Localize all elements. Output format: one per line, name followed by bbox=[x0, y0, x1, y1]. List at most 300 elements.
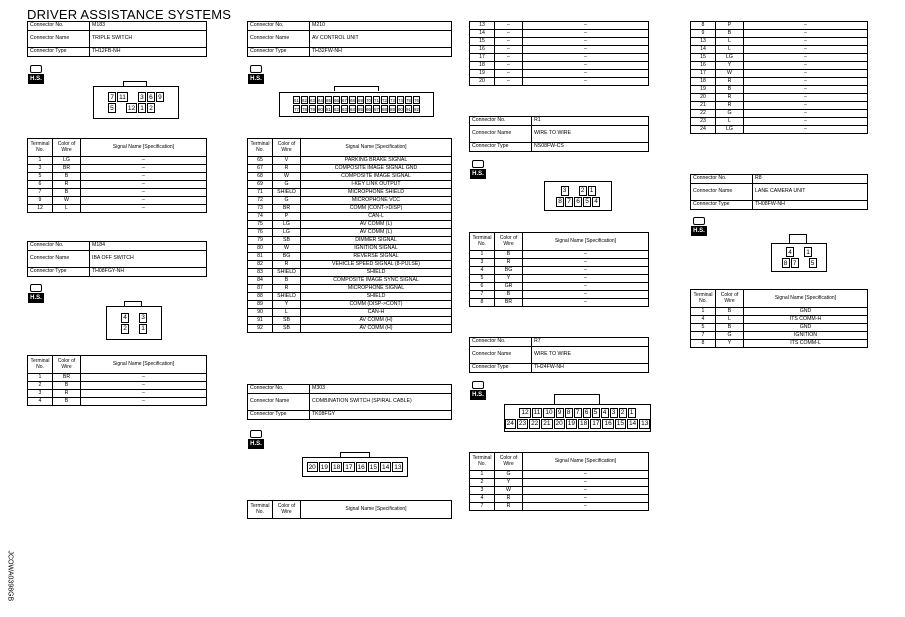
connector-info-r1 bbox=[469, 116, 649, 152]
header-signal-name: Signal Name [Specification] bbox=[744, 290, 868, 308]
signal-name: REVERSE SIGNAL bbox=[301, 253, 452, 261]
table-row bbox=[248, 269, 452, 277]
connector-pin: 13 bbox=[641, 420, 649, 427]
table-row bbox=[470, 267, 649, 275]
connector-pin: 65 bbox=[326, 97, 331, 103]
info-value-name: IBA OFF SWITCH bbox=[90, 251, 207, 268]
connector-pin: 4 bbox=[786, 247, 794, 257]
wire-color: – bbox=[495, 62, 523, 70]
connector-info-m303 bbox=[247, 384, 452, 420]
signal-name: – bbox=[744, 38, 868, 46]
pin-row bbox=[121, 313, 147, 323]
connector-pin bbox=[795, 247, 803, 257]
wire-color: BG bbox=[495, 267, 523, 275]
connector-info-m184 bbox=[27, 241, 207, 277]
wire-color: BG bbox=[273, 253, 301, 261]
table-row bbox=[248, 173, 452, 181]
wire-color: B bbox=[716, 86, 744, 94]
connector-pin: 6 bbox=[583, 408, 591, 418]
signal-name: – bbox=[744, 86, 868, 94]
wire-color: B bbox=[716, 324, 744, 332]
table-row bbox=[248, 197, 452, 205]
wire-color: L bbox=[716, 38, 744, 46]
wire-color: R bbox=[716, 102, 744, 110]
table-row bbox=[691, 38, 868, 46]
connector-pin: 16 bbox=[604, 420, 612, 427]
terminal-table-r8 bbox=[690, 289, 868, 348]
wire-color: B bbox=[716, 30, 744, 38]
info-value-name: LANE CAMERA UNIT bbox=[753, 184, 868, 201]
signal-name: – bbox=[523, 38, 649, 46]
wire-color: P bbox=[273, 213, 301, 221]
terminal-no: 23 bbox=[691, 118, 716, 126]
header-terminal-no: Terminal No. bbox=[691, 290, 716, 308]
signal-name: COMPOSITE IMAGE SYNC SIGNAL bbox=[301, 277, 452, 285]
table-row bbox=[691, 22, 868, 30]
connector-pin: 63 bbox=[310, 97, 315, 103]
table-header bbox=[470, 233, 649, 251]
table-row bbox=[691, 78, 868, 86]
signal-name: – bbox=[523, 259, 649, 267]
wire-color: W bbox=[273, 173, 301, 181]
info-key: Connector Name bbox=[28, 251, 90, 268]
signal-name: – bbox=[523, 46, 649, 54]
terminal-no: 69 bbox=[248, 181, 273, 189]
signal-name: – bbox=[81, 398, 207, 406]
info-value-no: R1 bbox=[532, 117, 649, 126]
info-row bbox=[691, 201, 868, 210]
info-row bbox=[691, 175, 868, 184]
connector-pin: 21 bbox=[543, 420, 551, 427]
info-value-type: TK08FGY bbox=[310, 411, 452, 420]
pin-row bbox=[108, 92, 164, 102]
header-signal-name: Signal Name [Specification] bbox=[301, 501, 452, 519]
terminal-no: 76 bbox=[248, 229, 273, 237]
connector-pin: 9 bbox=[556, 408, 564, 418]
connector-pin: 15 bbox=[369, 463, 377, 471]
connector-pin: 24 bbox=[506, 420, 514, 427]
header-color-of-wire: Color of Wire bbox=[716, 290, 744, 308]
connector-pin: 4 bbox=[592, 197, 600, 207]
connector-pin: 61 bbox=[294, 97, 299, 103]
table-row bbox=[248, 253, 452, 261]
signal-name: – bbox=[523, 30, 649, 38]
table-row bbox=[28, 157, 207, 165]
table-row bbox=[470, 275, 649, 283]
signal-name: – bbox=[523, 62, 649, 70]
header-color-of-wire: Color of Wire bbox=[53, 356, 81, 374]
signal-name: AV COMM (L) bbox=[301, 221, 452, 229]
terminal-no: 89 bbox=[248, 301, 273, 309]
header-signal-name: Signal Name [Specification] bbox=[523, 233, 649, 251]
header-terminal-no: Terminal No. bbox=[28, 356, 53, 374]
info-value-name: WIRE TO WIRE bbox=[532, 347, 649, 364]
table-row bbox=[470, 299, 649, 307]
table-row bbox=[248, 261, 452, 269]
signal-name: AV COMM (H) bbox=[301, 317, 452, 325]
connector-pin: 18 bbox=[333, 463, 341, 471]
terminal-no: 75 bbox=[248, 221, 273, 229]
info-key: Connector Type bbox=[28, 48, 90, 57]
connector-pin: 64 bbox=[318, 97, 323, 103]
connector-pin: 17 bbox=[345, 463, 353, 471]
wire-color: LG bbox=[716, 54, 744, 62]
terminal-no: 17 bbox=[470, 54, 495, 62]
table-row bbox=[248, 301, 452, 309]
terminal-no: 13 bbox=[470, 22, 495, 30]
signal-name: IGNITION bbox=[744, 332, 868, 340]
terminal-no: 14 bbox=[691, 46, 716, 54]
signal-name: COMM (DISP->CONT) bbox=[301, 301, 452, 309]
pin-row bbox=[519, 408, 635, 418]
connector-face-m303 bbox=[302, 457, 408, 477]
terminal-no: 72 bbox=[248, 197, 273, 205]
wire-color: LG bbox=[273, 221, 301, 229]
terminal-no: 74 bbox=[248, 213, 273, 221]
terminal-no: 20 bbox=[691, 94, 716, 102]
wire-color: – bbox=[495, 38, 523, 46]
table-row bbox=[691, 110, 868, 118]
table-header bbox=[248, 501, 452, 519]
wire-color: B bbox=[716, 308, 744, 316]
wire-color: – bbox=[495, 70, 523, 78]
table-row bbox=[691, 46, 868, 54]
terminal-no: 1 bbox=[28, 374, 53, 382]
connector-pin: 19 bbox=[567, 420, 575, 427]
wire-color: SB bbox=[273, 237, 301, 245]
connector-pin: 82 bbox=[334, 106, 339, 112]
connector-pin: 1 bbox=[138, 103, 146, 113]
table-row bbox=[691, 30, 868, 38]
pin-row bbox=[108, 103, 164, 113]
info-row bbox=[28, 48, 207, 57]
terminal-no: 65 bbox=[248, 157, 273, 165]
terminal-no: 5 bbox=[28, 173, 53, 181]
hs-icon: H.S. bbox=[28, 65, 44, 85]
signal-name: – bbox=[81, 382, 207, 390]
table-row bbox=[28, 374, 207, 382]
terminal-no: 8 bbox=[470, 299, 495, 307]
table-row bbox=[248, 157, 452, 165]
terminal-no: 16 bbox=[470, 46, 495, 54]
pin-row bbox=[121, 324, 147, 334]
connector-pin bbox=[570, 186, 578, 196]
header-color-of-wire: Color of Wire bbox=[495, 453, 523, 471]
table-row bbox=[28, 382, 207, 390]
signal-name: – bbox=[523, 487, 649, 495]
signal-name: – bbox=[523, 299, 649, 307]
info-key: Connector Name bbox=[470, 347, 532, 364]
connector-pin: 5 bbox=[809, 258, 817, 268]
wire-color: G bbox=[716, 332, 744, 340]
table-row bbox=[28, 181, 207, 189]
terminal-no: 19 bbox=[691, 86, 716, 94]
connector-pin: 11 bbox=[119, 93, 126, 101]
info-value-name: AV CONTROL UNIT bbox=[310, 31, 452, 48]
connector-pin: 9 bbox=[156, 92, 164, 102]
signal-name: – bbox=[744, 54, 868, 62]
connector-pin: 62 bbox=[302, 97, 307, 103]
table-header bbox=[28, 356, 207, 374]
connector-face-m210 bbox=[279, 92, 434, 117]
wire-color: – bbox=[495, 78, 523, 86]
wire-color: BR bbox=[53, 374, 81, 382]
info-row bbox=[470, 364, 649, 373]
info-key: Connector Name bbox=[248, 31, 310, 48]
connector-pin: 86 bbox=[366, 106, 371, 112]
table-row bbox=[470, 70, 649, 78]
signal-name: AV COMM (L) bbox=[301, 229, 452, 237]
connector-pin bbox=[156, 103, 164, 113]
connector-pin: 5 bbox=[583, 197, 591, 207]
table-row bbox=[28, 197, 207, 205]
table-row bbox=[28, 398, 207, 406]
connector-pin: 20 bbox=[308, 463, 316, 471]
signal-name: – bbox=[81, 205, 207, 213]
table-row bbox=[691, 118, 868, 126]
connector-pin: 81 bbox=[326, 106, 331, 112]
wire-color: R bbox=[53, 390, 81, 398]
table-row bbox=[691, 324, 868, 332]
connector-pin: 22 bbox=[531, 420, 539, 427]
connector-pin: 14 bbox=[628, 420, 637, 427]
pin-row bbox=[782, 258, 817, 268]
header-signal-name: Signal Name [Specification] bbox=[81, 356, 207, 374]
connector-pin bbox=[129, 92, 137, 102]
connector-pin: 68 bbox=[350, 97, 355, 103]
signal-name: SHIELD bbox=[301, 293, 452, 301]
terminal-no: 4 bbox=[691, 316, 716, 324]
info-value-type: TH12FB-NH bbox=[90, 48, 207, 57]
terminal-no: 1 bbox=[470, 251, 495, 259]
table-row bbox=[248, 189, 452, 197]
connector-pin: 3 bbox=[139, 313, 147, 323]
wire-color: R bbox=[273, 285, 301, 293]
signal-name: – bbox=[523, 283, 649, 291]
hs-icon: H.S. bbox=[470, 160, 486, 180]
terminal-no: 5 bbox=[691, 324, 716, 332]
connector-pin: 66 bbox=[334, 97, 339, 103]
table-row bbox=[470, 46, 649, 54]
terminal-no: 82 bbox=[248, 261, 273, 269]
terminal-table-m210 bbox=[247, 138, 452, 333]
signal-name: PARKING BRAKE SIGNAL bbox=[301, 157, 452, 165]
terminal-no: 1 bbox=[28, 157, 53, 165]
connector-pin: 4 bbox=[601, 408, 609, 418]
signal-name: – bbox=[744, 118, 868, 126]
connector-face-r7 bbox=[504, 404, 651, 432]
signal-name: – bbox=[744, 78, 868, 86]
table-row bbox=[248, 293, 452, 301]
signal-name: – bbox=[81, 189, 207, 197]
table-header bbox=[691, 290, 868, 308]
terminal-no: 12 bbox=[28, 205, 53, 213]
terminal-no: 6 bbox=[28, 181, 53, 189]
header-color-of-wire: Color of Wire bbox=[273, 501, 301, 519]
table-row bbox=[470, 30, 649, 38]
wire-color: SB bbox=[273, 325, 301, 333]
signal-name: – bbox=[523, 479, 649, 487]
connector-pin: 4 bbox=[121, 313, 129, 323]
info-value-no: R8 bbox=[753, 175, 868, 184]
signal-name: GND bbox=[744, 324, 868, 332]
table-row bbox=[470, 62, 649, 70]
table-row bbox=[691, 340, 868, 348]
table-row bbox=[470, 495, 649, 503]
signal-name: GND bbox=[744, 308, 868, 316]
table-row bbox=[28, 173, 207, 181]
hs-icon: H.S. bbox=[248, 65, 264, 85]
table-row bbox=[470, 259, 649, 267]
signal-name: CAN-L bbox=[301, 213, 452, 221]
wire-color: – bbox=[495, 54, 523, 62]
wire-color: W bbox=[716, 70, 744, 78]
terminal-no: 7 bbox=[28, 189, 53, 197]
connector-pin: 14 bbox=[381, 463, 390, 471]
table-header bbox=[248, 139, 452, 157]
wire-color: BR bbox=[273, 205, 301, 213]
table-row bbox=[470, 78, 649, 86]
table-row bbox=[470, 471, 649, 479]
connector-pin: 3 bbox=[610, 408, 618, 418]
signal-name: – bbox=[81, 197, 207, 205]
table-row bbox=[248, 325, 452, 333]
signal-name: COMM (CONT->DISP) bbox=[301, 205, 452, 213]
terminal-table-m183 bbox=[27, 138, 207, 213]
wire-color: B bbox=[53, 189, 81, 197]
wire-color: L bbox=[716, 46, 744, 54]
connector-face-r8 bbox=[771, 243, 827, 272]
terminal-no: 8 bbox=[691, 340, 716, 348]
terminal-no: 71 bbox=[248, 189, 273, 197]
info-row bbox=[28, 268, 207, 277]
connector-pin: 1 bbox=[628, 408, 636, 418]
wire-color: – bbox=[495, 30, 523, 38]
info-row bbox=[248, 31, 452, 48]
connector-pin: 89 bbox=[390, 106, 395, 112]
signal-name: MICROPHONE VCC bbox=[301, 197, 452, 205]
info-row bbox=[28, 31, 207, 48]
signal-name: – bbox=[523, 471, 649, 479]
terminal-no: 8 bbox=[691, 22, 716, 30]
terminal-no: 68 bbox=[248, 173, 273, 181]
signal-name: DIMMER SIGNAL bbox=[301, 237, 452, 245]
connector-pin: 2 bbox=[579, 186, 587, 196]
connector-pin: 84 bbox=[350, 106, 355, 112]
hs-icon: H.S. bbox=[248, 430, 264, 450]
terminal-no: 87 bbox=[248, 285, 273, 293]
terminal-table-m184 bbox=[27, 355, 207, 406]
info-key: Connector Name bbox=[691, 184, 753, 201]
signal-name: – bbox=[523, 78, 649, 86]
connector-pin: 71 bbox=[374, 97, 379, 103]
header-terminal-no: Terminal No. bbox=[248, 501, 273, 519]
terminal-no: 80 bbox=[248, 245, 273, 253]
terminal-no: 3 bbox=[28, 390, 53, 398]
info-value-name: TRIPLE SWITCH bbox=[90, 31, 207, 48]
table-row bbox=[470, 22, 649, 30]
signal-name: ITS COMM-L bbox=[744, 340, 868, 348]
wire-color: R bbox=[53, 181, 81, 189]
connector-pin: 2 bbox=[121, 324, 129, 334]
terminal-table-r1 bbox=[469, 232, 649, 307]
signal-name: – bbox=[744, 30, 868, 38]
info-value-type: TH08FW-NH bbox=[753, 201, 868, 210]
table-row bbox=[691, 102, 868, 110]
connector-pin: 17 bbox=[592, 420, 600, 427]
info-value-type: TH32FW-NH bbox=[310, 48, 452, 57]
terminal-no: 19 bbox=[470, 70, 495, 78]
hs-icon: H.S. bbox=[28, 284, 44, 304]
connector-pin: 78 bbox=[302, 106, 307, 112]
table-row bbox=[691, 94, 868, 102]
connector-face-r1 bbox=[544, 181, 612, 211]
info-key: Connector Type bbox=[248, 48, 310, 57]
terminal-no: 18 bbox=[470, 62, 495, 70]
signal-name: – bbox=[81, 165, 207, 173]
signal-name: – bbox=[523, 275, 649, 283]
terminal-no: 1 bbox=[691, 308, 716, 316]
connector-pin: 67 bbox=[342, 97, 347, 103]
connector-pin: 7 bbox=[108, 92, 116, 102]
connector-pin: 79 bbox=[310, 106, 315, 112]
wire-color: R bbox=[495, 503, 523, 511]
connector-pin: 85 bbox=[358, 106, 363, 112]
info-row bbox=[248, 411, 452, 420]
terminal-no: 88 bbox=[248, 293, 273, 301]
terminal-no: 3 bbox=[28, 165, 53, 173]
wire-color: LG bbox=[273, 229, 301, 237]
terminal-no: 79 bbox=[248, 237, 273, 245]
info-key: Connector Type bbox=[691, 201, 753, 210]
signal-name: – bbox=[81, 181, 207, 189]
table-row bbox=[248, 285, 452, 293]
terminal-no: 7 bbox=[470, 503, 495, 511]
terminal-no: 17 bbox=[691, 70, 716, 78]
connector-pin: 73 bbox=[390, 97, 395, 103]
table-row bbox=[248, 165, 452, 173]
signal-name: – bbox=[523, 70, 649, 78]
connector-pin: 92 bbox=[414, 106, 419, 112]
connector-pin bbox=[130, 324, 138, 334]
header-color-of-wire: Color of Wire bbox=[273, 139, 301, 157]
signal-name: – bbox=[81, 374, 207, 382]
terminal-no: 4 bbox=[470, 495, 495, 503]
table-row bbox=[28, 205, 207, 213]
signal-name: – bbox=[744, 46, 868, 54]
signal-name: – bbox=[523, 54, 649, 62]
connector-pin: 10 bbox=[545, 409, 553, 416]
table-row bbox=[28, 390, 207, 398]
info-key: Connector No. bbox=[248, 385, 310, 394]
connector-pin: 5 bbox=[592, 408, 600, 418]
header-terminal-no: Terminal No. bbox=[248, 139, 273, 157]
signal-name: COMPOSITE IMAGE SIGNAL GND bbox=[301, 165, 452, 173]
info-key: Connector No. bbox=[28, 242, 90, 251]
wire-color: B bbox=[53, 173, 81, 181]
connector-pin: 13 bbox=[394, 463, 402, 471]
table-row bbox=[691, 308, 868, 316]
wire-color: LG bbox=[53, 157, 81, 165]
connector-pin: 7 bbox=[574, 408, 582, 418]
table-row bbox=[470, 291, 649, 299]
wire-color: BR bbox=[53, 165, 81, 173]
connector-pin: 3 bbox=[138, 92, 146, 102]
terminal-no: 1 bbox=[470, 471, 495, 479]
wire-color: R bbox=[273, 165, 301, 173]
terminal-no: 22 bbox=[691, 110, 716, 118]
connector-pin: 18 bbox=[580, 420, 588, 427]
